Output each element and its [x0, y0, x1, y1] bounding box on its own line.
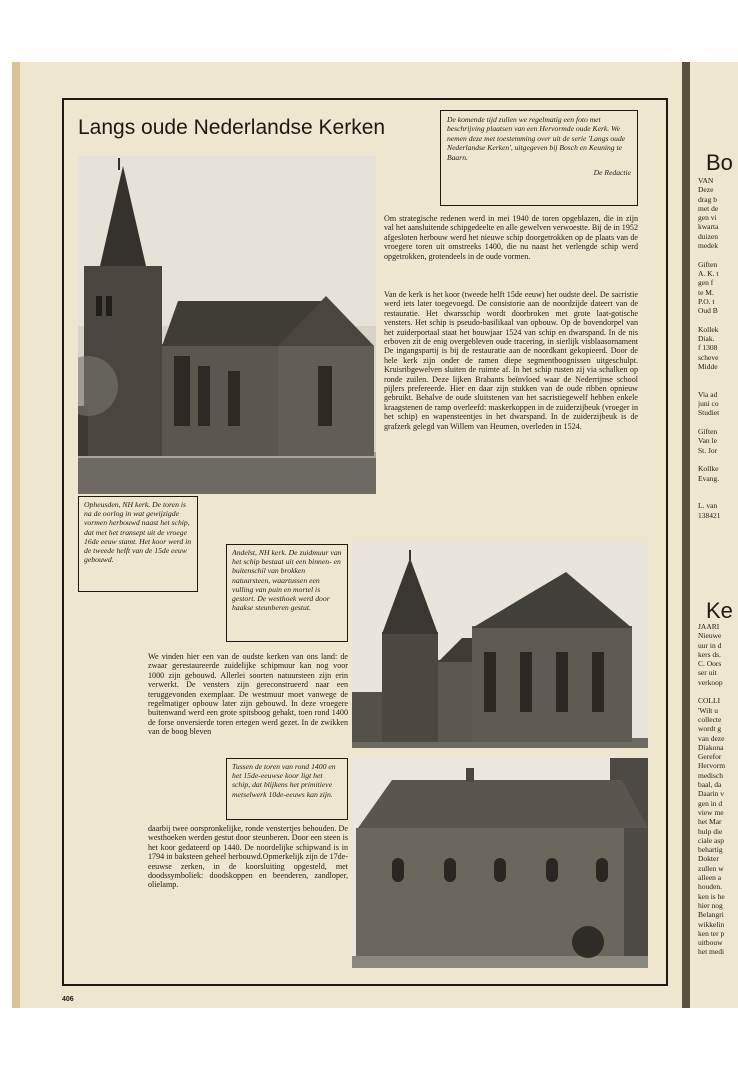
facing-line: baal, da — [698, 780, 722, 790]
facing-line: A. K. t — [698, 268, 719, 278]
facing-line: Oud B — [698, 306, 718, 316]
facing-line: 'Wilt u — [698, 705, 719, 715]
facing-line: Giften — [698, 427, 718, 437]
facing-line: JAARI — [698, 622, 720, 631]
facing-line: Giften — [698, 259, 718, 269]
caption-andelst-text: Andelst, NH kerk. De zuidmuur van het schip bestaat uit een binnen- en buitenschil van brokken natuursteen, waartussen een vulling van puin en mortel is gestort. De westhoek werd door haakse steunberen gestut. — [232, 548, 342, 613]
facing-line: duizen — [698, 231, 718, 241]
facing-line: scheve — [698, 352, 719, 362]
facing-line: Van le — [698, 436, 717, 446]
facing-line: Via ad — [698, 389, 718, 399]
facing-line: P.O. t — [698, 296, 715, 306]
caption-andelst — [226, 544, 348, 642]
facing-line: kwarta — [698, 222, 719, 232]
caption-tussen-text: Tussen de toren van rond 1400 en het 15de-eeuwse koor ligt het schip, dat blijkens het primitieve metselwerk 10de-eeuws kan zijn. — [232, 762, 336, 799]
facing-line: ken ter p — [698, 928, 725, 938]
facing-line: Studiet — [698, 408, 720, 418]
facing-line: Belangri — [698, 910, 724, 920]
facing-line: L. van — [698, 501, 718, 511]
intro-signature: De Redactie — [593, 168, 631, 178]
photo-opheusden-church — [78, 156, 376, 494]
facing-line: met de — [698, 203, 719, 213]
facing-line — [698, 418, 738, 427]
facing-heading-bottom: Ke — [706, 598, 733, 623]
intro-box — [440, 110, 638, 206]
facing-line: St. Jor — [698, 445, 718, 455]
facing-line: uitbouw — [698, 938, 723, 948]
facing-line: ken is he — [698, 891, 725, 901]
facing-line: van deze — [698, 733, 725, 743]
facing-line — [698, 455, 738, 464]
facing-line: f 1308 — [698, 343, 718, 353]
facing-line: het Mar — [698, 817, 722, 827]
facing-line: VAN — [698, 176, 714, 185]
facing-line — [698, 371, 738, 380]
facing-line — [698, 250, 738, 259]
facing-line: Gerefor — [698, 752, 722, 762]
caption-opheusden-text: Opheusden, NH kerk. De toren is na de oorlog in wat gewijzigde vormen herbouwd naast het schip, dat met het transept uit de vroege 16de eeuw stamt. Het koor werd in de tweede helft van de 15de eeuw gebouwd. — [84, 500, 192, 565]
facing-line: drag b — [698, 194, 717, 204]
photo-andelst-church — [352, 542, 648, 748]
body-paragraph-1: Om strategische redenen werd in mei 1940 de toren opgeblazen, die in zijn val het aansluitende schipgedeelte en alle gewelven verwoestte. Bij de in 1952 afgesloten herbouw werd het nieuwe schip doorgetrokken op de plaats van de vroegere toren uit omstreeks 1400, die nu naast het verlengde schip werd opgetrokken, grotendeels in de oude vormen. — [384, 214, 638, 261]
facing-line: collecte — [698, 714, 722, 724]
facing-line: hulp die — [698, 826, 723, 836]
facing-line — [698, 381, 738, 390]
facing-line: Hervorm — [698, 761, 726, 771]
body-paragraph-3: We vinden hier een van de oudste kerken van ons land: de zwaar gerestaureerde zuidelijke schipmuur kan nog voor 1000 zijn gebouwd. Allerlei soorten natuursteen zijn erin verwerkt. De vensters zijn gereconstrueerd naar een teruggevonden exemplaar. De westmuur moet vanwege de regelmatiger opbouw later zijn gebouwd. In deze vroegere buitenwand werd een grote spitsboog gehakt, toen rond 1400 de forse onversierde toren ertegen werd gezet. In de zwikken van de boog bleven — [148, 652, 348, 737]
photo-stone-nave — [352, 758, 648, 968]
body-paragraph-4: daarbij twee oorspronkelijke, ronde venstertjes behouden. De westhoeken werden gestut door steunberen. Door een steen is het koor gedateerd op 1440. De noordelijke schipwand is in 1794 in baksteen geheel herbouwd.Opmerkelijk zijn de 17de-eeuwse zerken, in de koorsluiting opgesteld, met doodssymboliek: doodskoppen en beenderen, zandloper, olielamp. — [148, 824, 348, 890]
facing-line: juni co — [698, 399, 719, 409]
facing-line: gen f — [698, 278, 714, 288]
facing-line: behartig — [698, 845, 723, 855]
facing-line: zullen w — [698, 863, 724, 873]
facing-line: Nieuwe — [698, 631, 722, 641]
facing-line: hier nog — [698, 900, 723, 910]
facing-line — [698, 687, 738, 696]
facing-line: het medi — [698, 947, 725, 957]
facing-line: ser uit — [698, 668, 717, 678]
facing-line: Kollek — [698, 324, 719, 334]
facing-line: C. Oors — [698, 659, 722, 669]
facing-line: houden. — [698, 882, 722, 892]
facing-line — [698, 483, 738, 492]
caption-tussen — [226, 758, 348, 820]
intro-text: De komende tijd zullen we regelmatig een foto met beschrijving plaatsen van een Hervormde oude Kerk. We nemen deze met toestemming over uit de serie 'Langs oude Nederlandse Kerken', uitgegeven bij Bosch en Keuning te Baarn. — [447, 115, 626, 162]
facing-line: gen vi — [698, 213, 717, 223]
facing-line: kers ds. — [698, 649, 721, 659]
facing-line: COLLI — [698, 696, 721, 706]
facing-heading-top: Bo — [706, 150, 733, 175]
facing-line: Dokter — [698, 854, 719, 864]
page-fold-shadow — [12, 62, 20, 1008]
facing-line: Diakona — [698, 742, 724, 752]
facing-line: te M. — [698, 287, 714, 297]
facing-line: Daarin v — [698, 789, 725, 799]
facing-line: medek — [698, 241, 718, 251]
facing-line — [698, 492, 738, 501]
facing-line: uur in d — [698, 640, 722, 650]
caption-opheusden — [78, 496, 198, 592]
body-paragraph-2: Van de kerk is het koor (tweede helft 15de eeuw) het oudste deel. De sacristie werd iets later toegevoegd. De consistorie aan de noordzijde dateert van de restauratie. Het dwarsschip wordt doorbroken met grote laat-gotische vensters. Het schip is pseudo-basilikaal van opbouw. Op de bovendorpel van het zuiderportaal staat het bouwjaar 1524 van schip en dwarspand. In de nis erboven zit de enig overgebleven oude tracering, in sierlijk visblaasornament De ingangspartij is bij de restauratie aan de noordkant gekopieerd. Door de hele kerk zijn onder de ramen diepe segmentboognissen uitgeschulpt. Kruisribgewelven sluiten de ruimte af. In het schip rusten zij via schalken op ronde zuilen. Deze lijken Brabants beïnvloed waar de Nederrijnse school pijlers prefereerde. Hier en daar zijn stukken van de oude ribben opnieuw gebruikt. Behalve de oude sluitstenen van het sacristiegewelf hebben enkele kraagstenen de ramp overleefd: maskerkoppen in de zuiderzijbeuk (vroeger in het schip) en wapensteentjes in het dwarspand. In de zuiderzijbeuk is de grafzerk gelegd van Willem van Heumen, overleden in 1524. — [384, 290, 638, 431]
facing-column-bottom — [698, 622, 738, 1006]
facing-line — [698, 315, 738, 324]
facing-line: verkoop — [698, 677, 723, 687]
facing-line: view me — [698, 807, 724, 817]
facing-line: Evang. — [698, 473, 720, 483]
facing-line: alleen a — [698, 873, 722, 883]
facing-line: Deze — [698, 185, 714, 195]
facing-line: ciale asp — [698, 835, 725, 845]
facing-line: medisch — [698, 770, 723, 780]
facing-line: wordt g — [698, 724, 722, 734]
article-title: Langs oude Nederlandse Kerken — [78, 116, 386, 139]
facing-line: wikkelin — [698, 919, 725, 929]
facing-line: Kollke — [698, 464, 719, 474]
facing-column-top — [698, 176, 738, 576]
page-number: 406 — [62, 996, 74, 1003]
facing-line: Midde — [698, 361, 718, 371]
facing-line: gen in d — [698, 798, 723, 808]
facing-line: Diak. — [698, 334, 715, 344]
facing-line: 138421 — [698, 510, 721, 520]
